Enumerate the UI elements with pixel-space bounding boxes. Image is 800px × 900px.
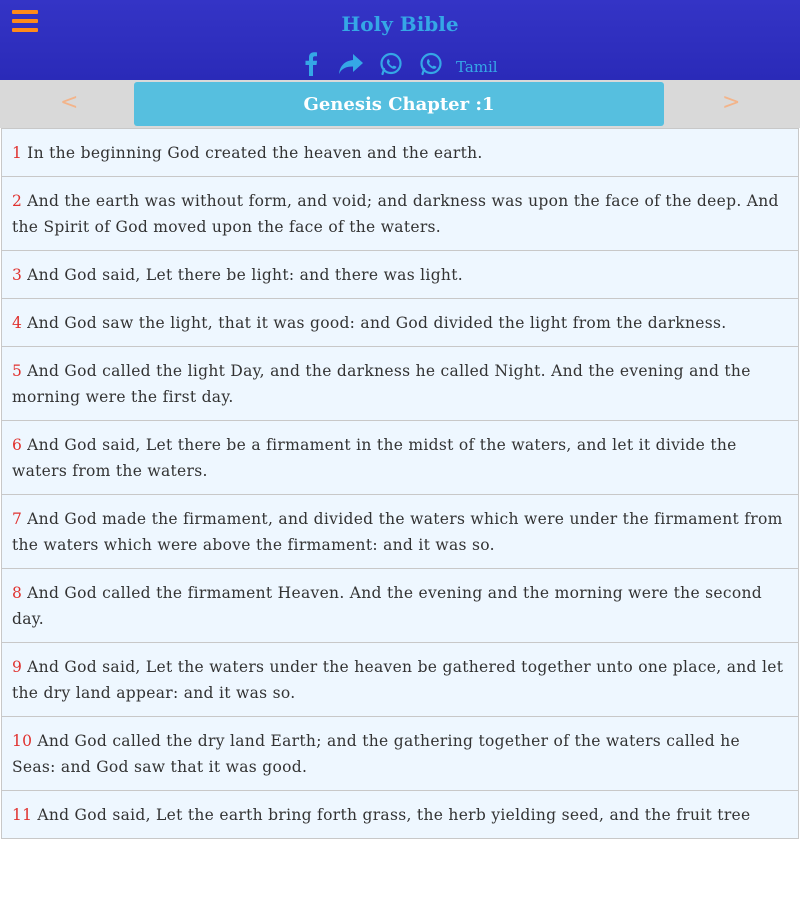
verse-item[interactable] <box>1 717 799 791</box>
verse-item[interactable] <box>1 421 799 495</box>
verse-text: And God called the firmament Heaven. And the evening and the morning were the second day. <box>12 584 762 628</box>
verse-number: 11 <box>12 806 33 824</box>
verse-item[interactable] <box>1 299 799 347</box>
app-header <box>0 0 800 80</box>
verse-item[interactable] <box>1 791 799 839</box>
verse-list <box>0 128 800 839</box>
verse-item[interactable] <box>1 569 799 643</box>
verse-number: 4 <box>12 314 23 332</box>
verse-number: 5 <box>12 362 23 380</box>
verse-number: 10 <box>12 732 33 750</box>
verse-number: 3 <box>12 266 23 284</box>
verse-text: And God called the dry land Earth; and the gathering together of the waters called he Seas: and God saw that it was good. <box>12 732 740 776</box>
previous-chapter-button[interactable]: < <box>60 90 79 115</box>
whatsapp-icon[interactable] <box>418 51 444 77</box>
facebook-icon[interactable] <box>298 51 324 77</box>
verse-item[interactable] <box>1 128 799 177</box>
next-chapter-button[interactable]: > <box>722 90 741 115</box>
verse-number: 1 <box>12 144 23 162</box>
verse-text: And God said, Let there be a firmament in the midst of the waters, and let it divide the waters from the waters. <box>12 436 737 480</box>
verse-item[interactable] <box>1 347 799 421</box>
app-title: Holy Bible <box>341 12 459 36</box>
verse-item[interactable] <box>1 177 799 251</box>
verse-text: And God said, Let the waters under the heaven be gathered together unto one place, and let the dry land appear: and it was so. <box>12 658 784 702</box>
language-link[interactable]: Tamil <box>456 58 498 76</box>
verse-text: And God called the light Day, and the darkness he called Night. And the evening and the morning were the first day. <box>12 362 751 406</box>
verse-text: And God said, Let there be light: and there was light. <box>27 266 463 284</box>
verse-text: In the beginning God created the heaven and the earth. <box>27 144 483 162</box>
verse-number: 2 <box>12 192 23 210</box>
share-toolbar <box>298 50 498 78</box>
verse-item[interactable] <box>1 643 799 717</box>
verse-text: And God made the firmament, and divided the waters which were under the firmament from the waters which were above the firmament: and it was so. <box>12 510 783 554</box>
verse-number: 8 <box>12 584 23 602</box>
verse-text: And God saw the light, that it was good: and God divided the light from the darkness. <box>27 314 727 332</box>
verse-number: 9 <box>12 658 23 676</box>
verse-text: And the earth was without form, and void; and darkness was upon the face of the deep. And the Spirit of God moved upon the face of the waters. <box>12 192 779 236</box>
chapter-nav-bar <box>0 80 800 128</box>
chapter-title: Genesis Chapter :1 <box>134 82 664 126</box>
verse-number: 6 <box>12 436 23 454</box>
verse-item[interactable] <box>1 251 799 299</box>
verse-item[interactable] <box>1 495 799 569</box>
share-arrow-icon[interactable] <box>338 51 364 77</box>
verse-text: And God said, Let the earth bring forth grass, the herb yielding seed, and the fruit tree <box>37 806 751 824</box>
whatsapp-icon[interactable] <box>378 51 404 77</box>
verse-number: 7 <box>12 510 23 528</box>
